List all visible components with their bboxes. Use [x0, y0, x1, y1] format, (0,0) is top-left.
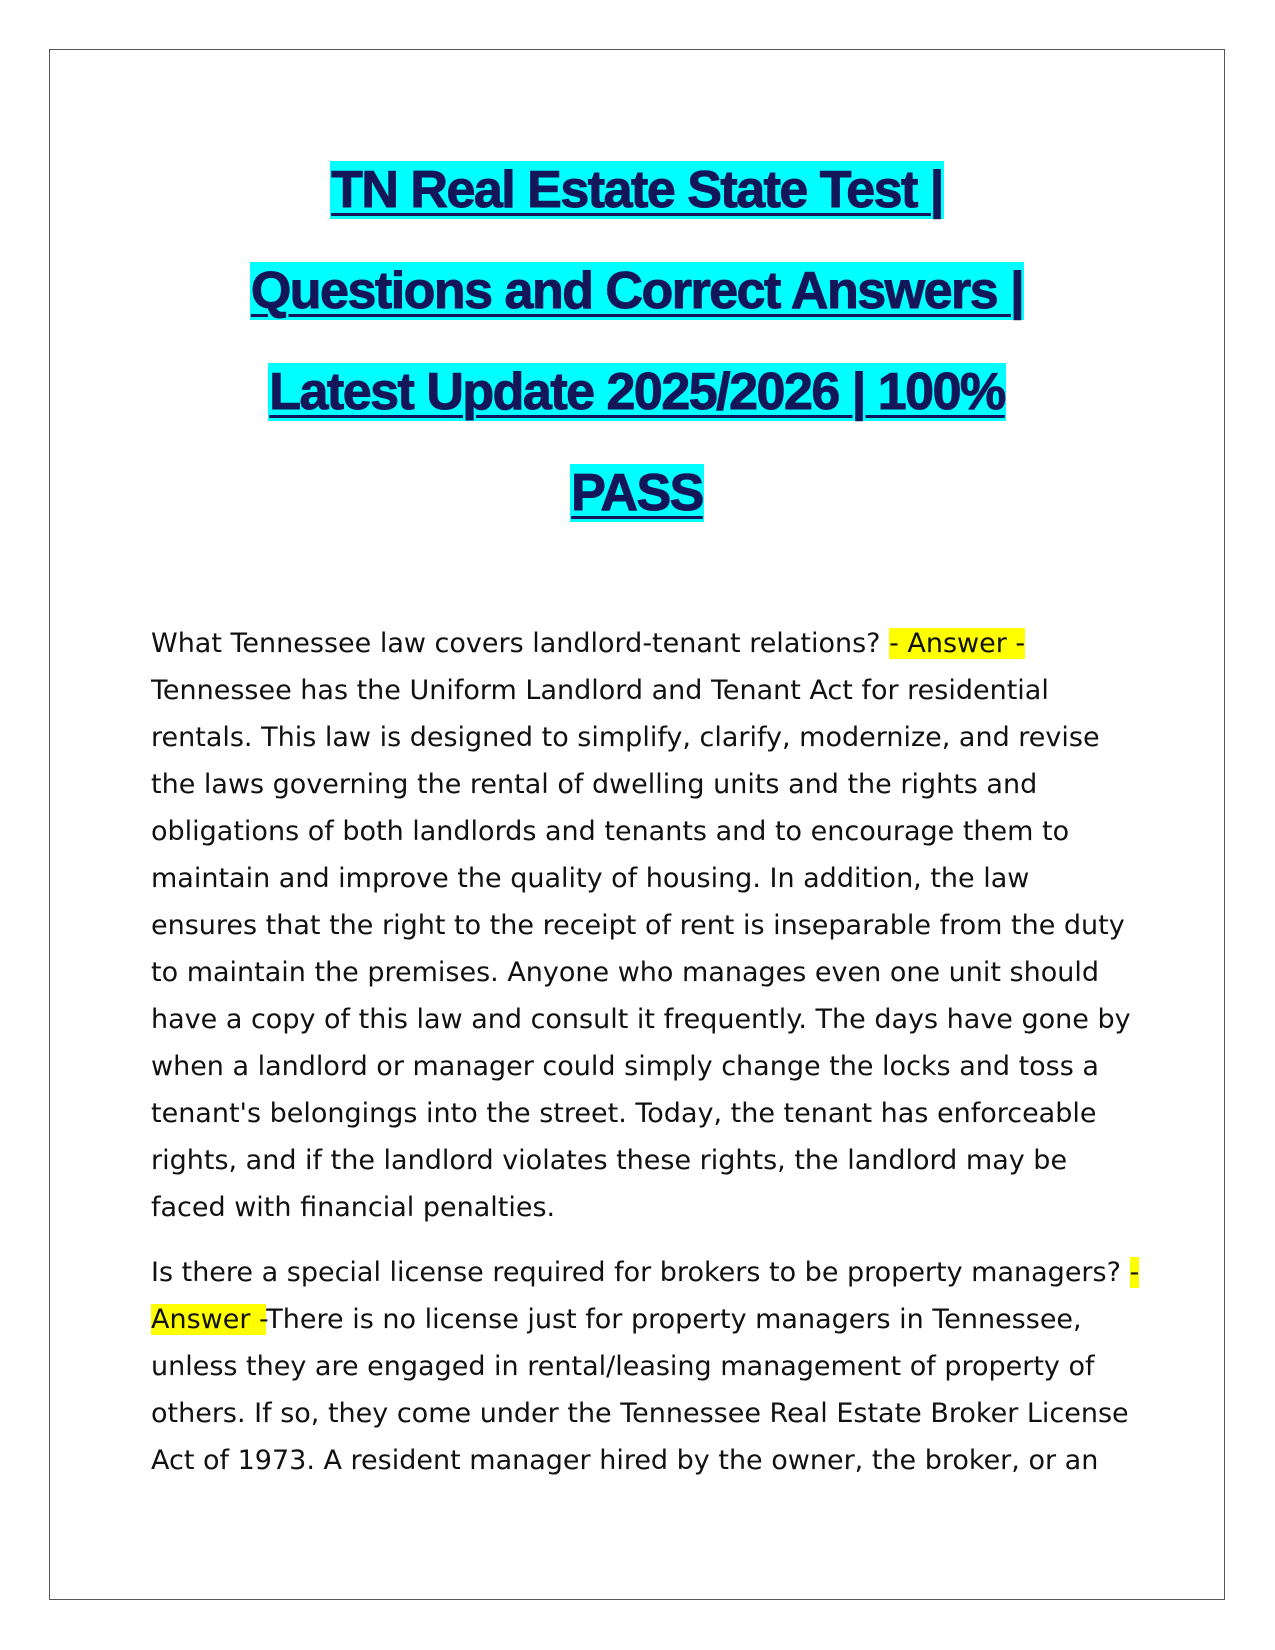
- title-line-2: Questions and Correct Answers |: [250, 262, 1024, 320]
- document-body: [151, 620, 1141, 1502]
- qa-item-1: [151, 620, 1141, 1231]
- title-line-3: Latest Update 2025/2026 | 100%: [269, 363, 1005, 421]
- answer-text: Tennessee has the Uniform Landlord and Tenant Act for residential rentals. This law is designed to simplify, clarify, modernize, and revise the laws governing the rental of dwelling units and the rights and obligations of both landlords and tenants and to encourage them to maintain and improve the quality of housing. In addition, the law ensures that the right to the receipt of rent is inseparable from the duty to maintain the premises. Anyone who manages even one unit should have a copy of this law and consult it frequently. The days have gone by when a landlord or manager could simply change the locks and toss a tenant's belongings into the street. Today, the tenant has enforceable rights, and if the landlord violates these rights, the landlord may be faced with financial penalties.: [151, 675, 1131, 1223]
- question-text: Is there a special license required for brokers to be property managers?: [151, 1257, 1130, 1288]
- answer-label: - Answer -: [151, 1257, 1140, 1335]
- title-line: [49, 241, 1225, 342]
- title-line-4: PASS: [571, 464, 703, 522]
- answer-label: - Answer -: [889, 628, 1026, 659]
- title-line: [49, 140, 1225, 241]
- title-line-1: TN Real Estate State Test |: [331, 161, 943, 219]
- answer-text: There is no license just for property managers in Tennessee, unless they are engaged in rental/leasing management of property of others. If so, they come under the Tennessee Real Estate Broker License Act of 1973. A resident manager hired by the owner, the broker, or an: [151, 1304, 1129, 1476]
- question-text: What Tennessee law covers landlord-tenant relations?: [151, 628, 890, 659]
- title-line: [49, 443, 1225, 544]
- qa-item-2: [151, 1249, 1141, 1484]
- document-title: [49, 140, 1225, 544]
- title-line: [49, 342, 1225, 443]
